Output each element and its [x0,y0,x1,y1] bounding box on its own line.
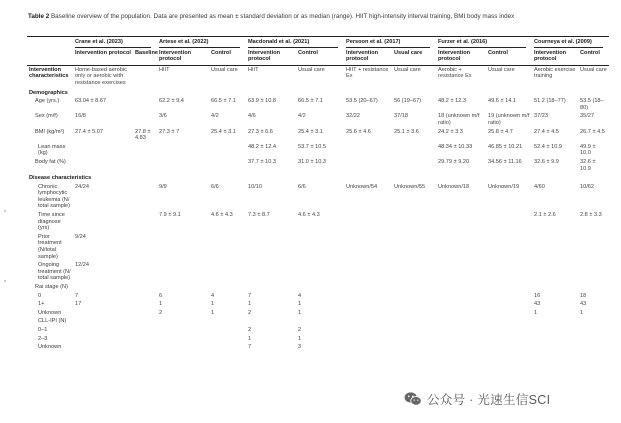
table-cell [578,283,609,292]
arm-header: Control [578,49,609,66]
table-cell [133,317,157,326]
table-cell [486,283,532,292]
table-cell: 37/23 [534,113,549,120]
table-row [27,343,609,352]
table-cell [133,183,157,211]
table-cell: HIIT + resistance Ex [346,66,389,80]
table-cell: 29.79 ± 9.20 [438,158,470,165]
table-cell: 4/2 [211,113,219,120]
table-cell [392,309,436,318]
row-label: 0 [38,292,42,299]
table-cell [344,300,392,309]
table-cell [157,261,209,283]
section-row [27,173,609,183]
table-cell: 2.1 ± 2.6 [534,212,556,219]
table-cell [209,261,246,283]
table-cell: Aerobic + resistance Ex [438,66,472,80]
table-cell [209,143,246,158]
table-cell [246,233,296,261]
table-cell [133,300,157,309]
arm-header: Intervention protocol [532,49,578,66]
table-cell: 19 (unknown m/f ratio) [488,113,530,126]
study-header: Persoon et al. (2017) [344,37,436,49]
table-caption [28,13,618,21]
table-cell [209,326,246,335]
table-cell [73,283,133,292]
table-cell: 1 [248,301,252,308]
table-cell: 48.2 ± 12.3 [438,98,466,105]
row-label: Prior treatment (N/total sample) [38,233,62,260]
table-cell: 7.9 ± 9.1 [159,212,181,219]
table-row [27,261,609,283]
table-cell: Unknown/18 [438,183,470,190]
table-cell [344,317,392,326]
table-row [27,97,609,112]
row-label: Chronic lymphocytic leukemia (N/ total sample) [38,183,71,210]
table-cell [392,233,436,261]
table-cell: 32.6 ± 10.9 [580,158,596,172]
watermark [404,390,550,408]
table-cell: 53.7 ± 10.5 [298,143,326,150]
header-corner [27,37,73,49]
table-cell [157,317,209,326]
table-cell [486,292,532,301]
table-cell [532,326,578,335]
table-cell: 1 [211,309,215,316]
table-cell [133,335,157,344]
table-cell: 26.7 ± 4.5 [580,128,605,135]
table-cell [344,261,392,283]
table-cell [133,292,157,301]
row-label: 1+ [38,301,45,308]
table-cell [246,317,296,326]
study-header: Courneya et al. (2009) [532,37,609,49]
table-cell: 10/10 [248,183,263,190]
table-cell [73,143,133,158]
table-cell: 10/62 [580,183,595,190]
table-cell: 4.6 ± 4.3 [211,212,233,219]
table-cell [344,211,392,233]
table-cell [209,283,246,292]
table-row [27,335,609,344]
table-cell [133,343,157,352]
table-cell [157,335,209,344]
table-cell [157,326,209,335]
table-cell [532,343,578,352]
table-cell [392,335,436,344]
table-cell: 6/6 [298,183,306,190]
row-label: 2–3 [38,335,48,342]
row-label: 0–1 [38,326,48,333]
table-row [27,143,609,158]
arm-header-row [27,49,609,66]
row-label: BMI (kg/m²) [35,128,65,135]
table-cell [344,143,392,158]
table-cell [133,143,157,158]
table-row [27,326,609,335]
table-cell: 51.2 (18–77) [534,98,566,105]
arm-header: Control [209,49,246,66]
table-cell: 24.2 ± 3.3 [438,128,463,135]
table-cell: 25.8 ± 4.7 [488,128,513,135]
table-row [27,292,609,301]
table-cell [392,158,436,173]
row-label: Unknown [38,309,62,316]
table-cell: 1 [159,301,163,308]
table-cell [578,326,609,335]
table-cell [532,283,578,292]
caption-text: Baseline overview of the population. Data are presented as mean ± standard deviation or as median (range). HIIT high-intensity interval training, BMI body mass index [50,13,515,20]
table-cell [392,300,436,309]
table-cell [296,233,344,261]
table-cell: 27.3 ± 6.6 [248,128,273,135]
row-label: Rai stage (N) [35,284,68,290]
table-cell: 37/18 [394,113,409,120]
table-cell: 25.1 ± 3.6 [394,128,419,135]
table-cell: 16 [534,292,541,299]
table-cell: 63.04 ± 8.67 [75,98,107,105]
table-cell [486,326,532,335]
table-cell: 1 [298,335,302,342]
table-cell: 2 [159,309,163,316]
table-cell [532,261,578,283]
table-cell [392,326,436,335]
table-cell: 62.2 ± 9.4 [159,98,184,105]
table-cell [296,317,344,326]
table-cell: 6 [159,292,163,299]
table-row [27,158,609,173]
baseline-table [27,37,609,352]
study-header: Artese et al. (2022) [157,37,246,49]
table-cell [436,261,486,283]
table-cell: 2 [298,326,302,333]
table-cell [344,158,392,173]
table-cell: 2.8 ± 3.3 [580,212,602,219]
arm-header: Intervention protocol [157,49,209,66]
wechat-icon [404,391,422,407]
table-cell: HIIT [159,66,170,73]
table-row [27,211,609,233]
edge-mark [4,280,6,282]
table-cell [133,326,157,335]
table-cell: 48.2 ± 12.4 [248,143,276,150]
table-cell [296,261,344,283]
table-cell: 25.4 ± 3.1 [211,128,236,135]
row-label: Disease characteristics [29,175,92,182]
table-cell [436,335,486,344]
table-cell: 7 [75,292,79,299]
table-cell: 66.5 ± 7.1 [298,98,323,105]
table-cell: 63.9 ± 10.8 [248,98,276,105]
table-cell [436,292,486,301]
table-cell: 25.6 ± 4.6 [346,128,371,135]
table-cell [532,335,578,344]
table-cell [344,233,392,261]
table-row [27,65,609,87]
row-label: Demographics [29,89,68,96]
table-cell [392,283,436,292]
table-cell [392,211,436,233]
table-cell: 27.8 ± 4.83 [135,128,151,142]
table-cell: Usual care [211,66,238,73]
table-cell [157,283,209,292]
table-cell: 43 [534,301,541,308]
table-cell: 12/24 [75,262,89,269]
table-cell: 16/8 [75,113,86,120]
table-cell [73,211,133,233]
table-cell [133,261,157,283]
table-cell: 24/24 [75,183,89,190]
table-cell: 56 (19–67) [394,98,422,105]
table-cell [392,317,436,326]
table-cell [246,261,296,283]
table-row [27,300,609,309]
table-cell [344,343,392,352]
table-cell: 2 [248,326,252,333]
table-cell: 4/2 [298,113,306,120]
table-cell [486,211,532,233]
table-cell: 4/6 [248,113,256,120]
table-cell [486,335,532,344]
table-cell: 32.6 ± 9.9 [534,158,559,165]
study-header-row [27,37,609,49]
table-cell [436,326,486,335]
table-cell: Unknown/55 [394,183,426,190]
table-cell: 17 [75,301,82,308]
table-cell: 2 [248,309,252,316]
table-cell [209,317,246,326]
table-row [27,317,609,326]
table-cell: 9/24 [75,233,86,240]
table-cell [578,261,609,283]
table-cell [436,211,486,233]
row-label: Body fat (%) [35,158,66,165]
arm-header: Intervention protocol [246,49,296,66]
table-cell: Home-based aerobic only or aerobic with resistance exercises [75,66,127,86]
table-cell: 1 [298,309,302,316]
table-cell: 25.4 ± 3.1 [298,128,323,135]
table-cell [157,143,209,158]
table-cell: 1 [580,309,584,316]
table-cell: 34.56 ± 11.16 [488,158,522,165]
table-cell: 53.5 (18–80) [580,98,604,111]
table-cell: Unknown/54 [346,183,378,190]
table-cell: Usual care [298,66,325,73]
table-cell: 3 [298,344,302,351]
table-cell: Usual care [580,66,607,73]
table-cell [532,317,578,326]
row-label: Lean mass (kg) [38,143,66,157]
row-label: Sex (m/f) [35,113,58,120]
table-cell: Usual care [394,66,421,73]
table-cell [133,97,157,112]
table-cell: 35/27 [580,113,595,120]
table-cell [436,309,486,318]
table-cell: 18 [580,292,587,299]
table-cell [73,326,133,335]
table-cell: 4 [298,292,302,299]
table-cell: 1 [211,301,215,308]
table-cell: Aerobic exercise training [534,66,576,80]
table-cell: 18 (unknown m/f ratio) [438,113,480,126]
table-cell: 7 [248,344,252,351]
arm-header: Baseline [133,49,157,66]
table-cell: 46.85 ± 10.21 [488,143,523,150]
table-cell [392,261,436,283]
table-row [27,283,609,292]
table-cell [133,233,157,261]
table-cell: 7.3 ± 8.7 [248,212,270,219]
table-cell: 1 [248,335,252,342]
table-cell [486,233,532,261]
table-cell: 6/6 [211,183,219,190]
row-label: Ongoing treatment (N/ total sample) [38,262,71,282]
table-cell: 52.4 ± 10.9 [534,143,562,150]
table-cell [73,309,133,318]
table-cell [392,343,436,352]
arm-header: Usual care [392,49,436,66]
table-cell [532,233,578,261]
table-cell: 31.0 ± 10.3 [298,158,326,165]
table-cell [344,326,392,335]
table-cell: HIIT [248,66,259,73]
table-cell [436,300,486,309]
table-cell [486,261,532,283]
table-cell [133,65,157,87]
table-cell [344,309,392,318]
table-cell [133,309,157,318]
table-cell [344,292,392,301]
table-cell [486,309,532,318]
row-label: Unknown [38,344,62,351]
table-cell [157,233,209,261]
study-header: Macdonald et al. (2021) [246,37,344,49]
table-cell: Usual care [488,66,515,73]
table-cell: 49.6 ± 14.1 [488,98,516,105]
table-cell: 9/9 [159,183,167,190]
table-cell [133,283,157,292]
row-label: Time since diagnose (yrs) [38,212,65,232]
table-row [27,112,609,127]
table-cell [344,335,392,344]
table-cell: 27.3 ± 7 [159,128,180,135]
table-row [27,183,609,211]
table-cell [486,317,532,326]
arm-header: Control [296,49,344,66]
table-cell: 53.5 (20–67) [346,98,378,105]
table-cell [486,343,532,352]
table-cell [209,343,246,352]
table-cell [392,292,436,301]
table-cell [436,233,486,261]
table-cell: 3/6 [159,113,167,120]
table-cell [209,335,246,344]
table-cell: 27.4 ± 5.07 [75,128,103,135]
table-cell [73,317,133,326]
table-body [27,65,609,351]
table-cell [436,343,486,352]
table-cell [436,317,486,326]
table-cell [392,143,436,158]
table-cell: 1 [298,301,302,308]
table-cell [157,343,209,352]
table-cell [209,158,246,173]
study-header: Furzer et al. (2016) [436,37,532,49]
table-cell [246,283,296,292]
table-cell: 37.7 ± 10.3 [248,158,276,165]
arm-header: Intervention protocol [436,49,486,66]
watermark-text: 公众号 · 光速生信SCI [427,393,551,407]
table-cell [486,300,532,309]
table-cell [73,343,133,352]
row-label: CLL-IPI (N) [38,318,67,325]
table-cell [133,112,157,127]
table-cell [296,283,344,292]
table-cell [133,158,157,173]
table-cell: 48.34 ± 10.33 [438,143,473,150]
table-cell: 4/60 [534,183,545,190]
table-cell [578,335,609,344]
table-cell [209,233,246,261]
edge-mark [4,210,6,212]
table-cell [133,211,157,233]
table-label: Table 2 [28,13,50,20]
table-cell: 66.5 ± 7.1 [211,98,236,105]
table-cell [578,343,609,352]
table-cell: 49.9 ± 10.0 [580,143,596,157]
table-row [27,128,609,143]
header-corner-2 [27,49,73,66]
table-cell [73,335,133,344]
table-cell [344,283,392,292]
table-row [27,233,609,261]
table-cell: 4 [211,292,215,299]
arm-header: Control [486,49,532,66]
row-label: Age (yrs.) [35,98,60,105]
table-cell: 4.6 ± 4.3 [298,212,320,219]
table-cell [157,158,209,173]
table-row [27,309,609,318]
study-header: Crane et al. (2023) [73,37,157,49]
arm-header: Intervention protocol [344,49,392,66]
section-row [27,88,609,98]
table-cell: 32/22 [346,113,361,120]
table-cell: 7 [248,292,252,299]
table-cell: Unknown/19 [488,183,520,190]
row-label: Intervention characteristics [29,66,69,80]
table-cell [578,317,609,326]
table-cell [436,283,486,292]
table-cell [578,233,609,261]
table-cell: 27.4 ± 4.5 [534,128,559,135]
arm-header: Intervention protocol [73,49,133,66]
table-cell: 43 [580,301,587,308]
table-cell [73,158,133,173]
table-cell: 1 [534,309,538,316]
